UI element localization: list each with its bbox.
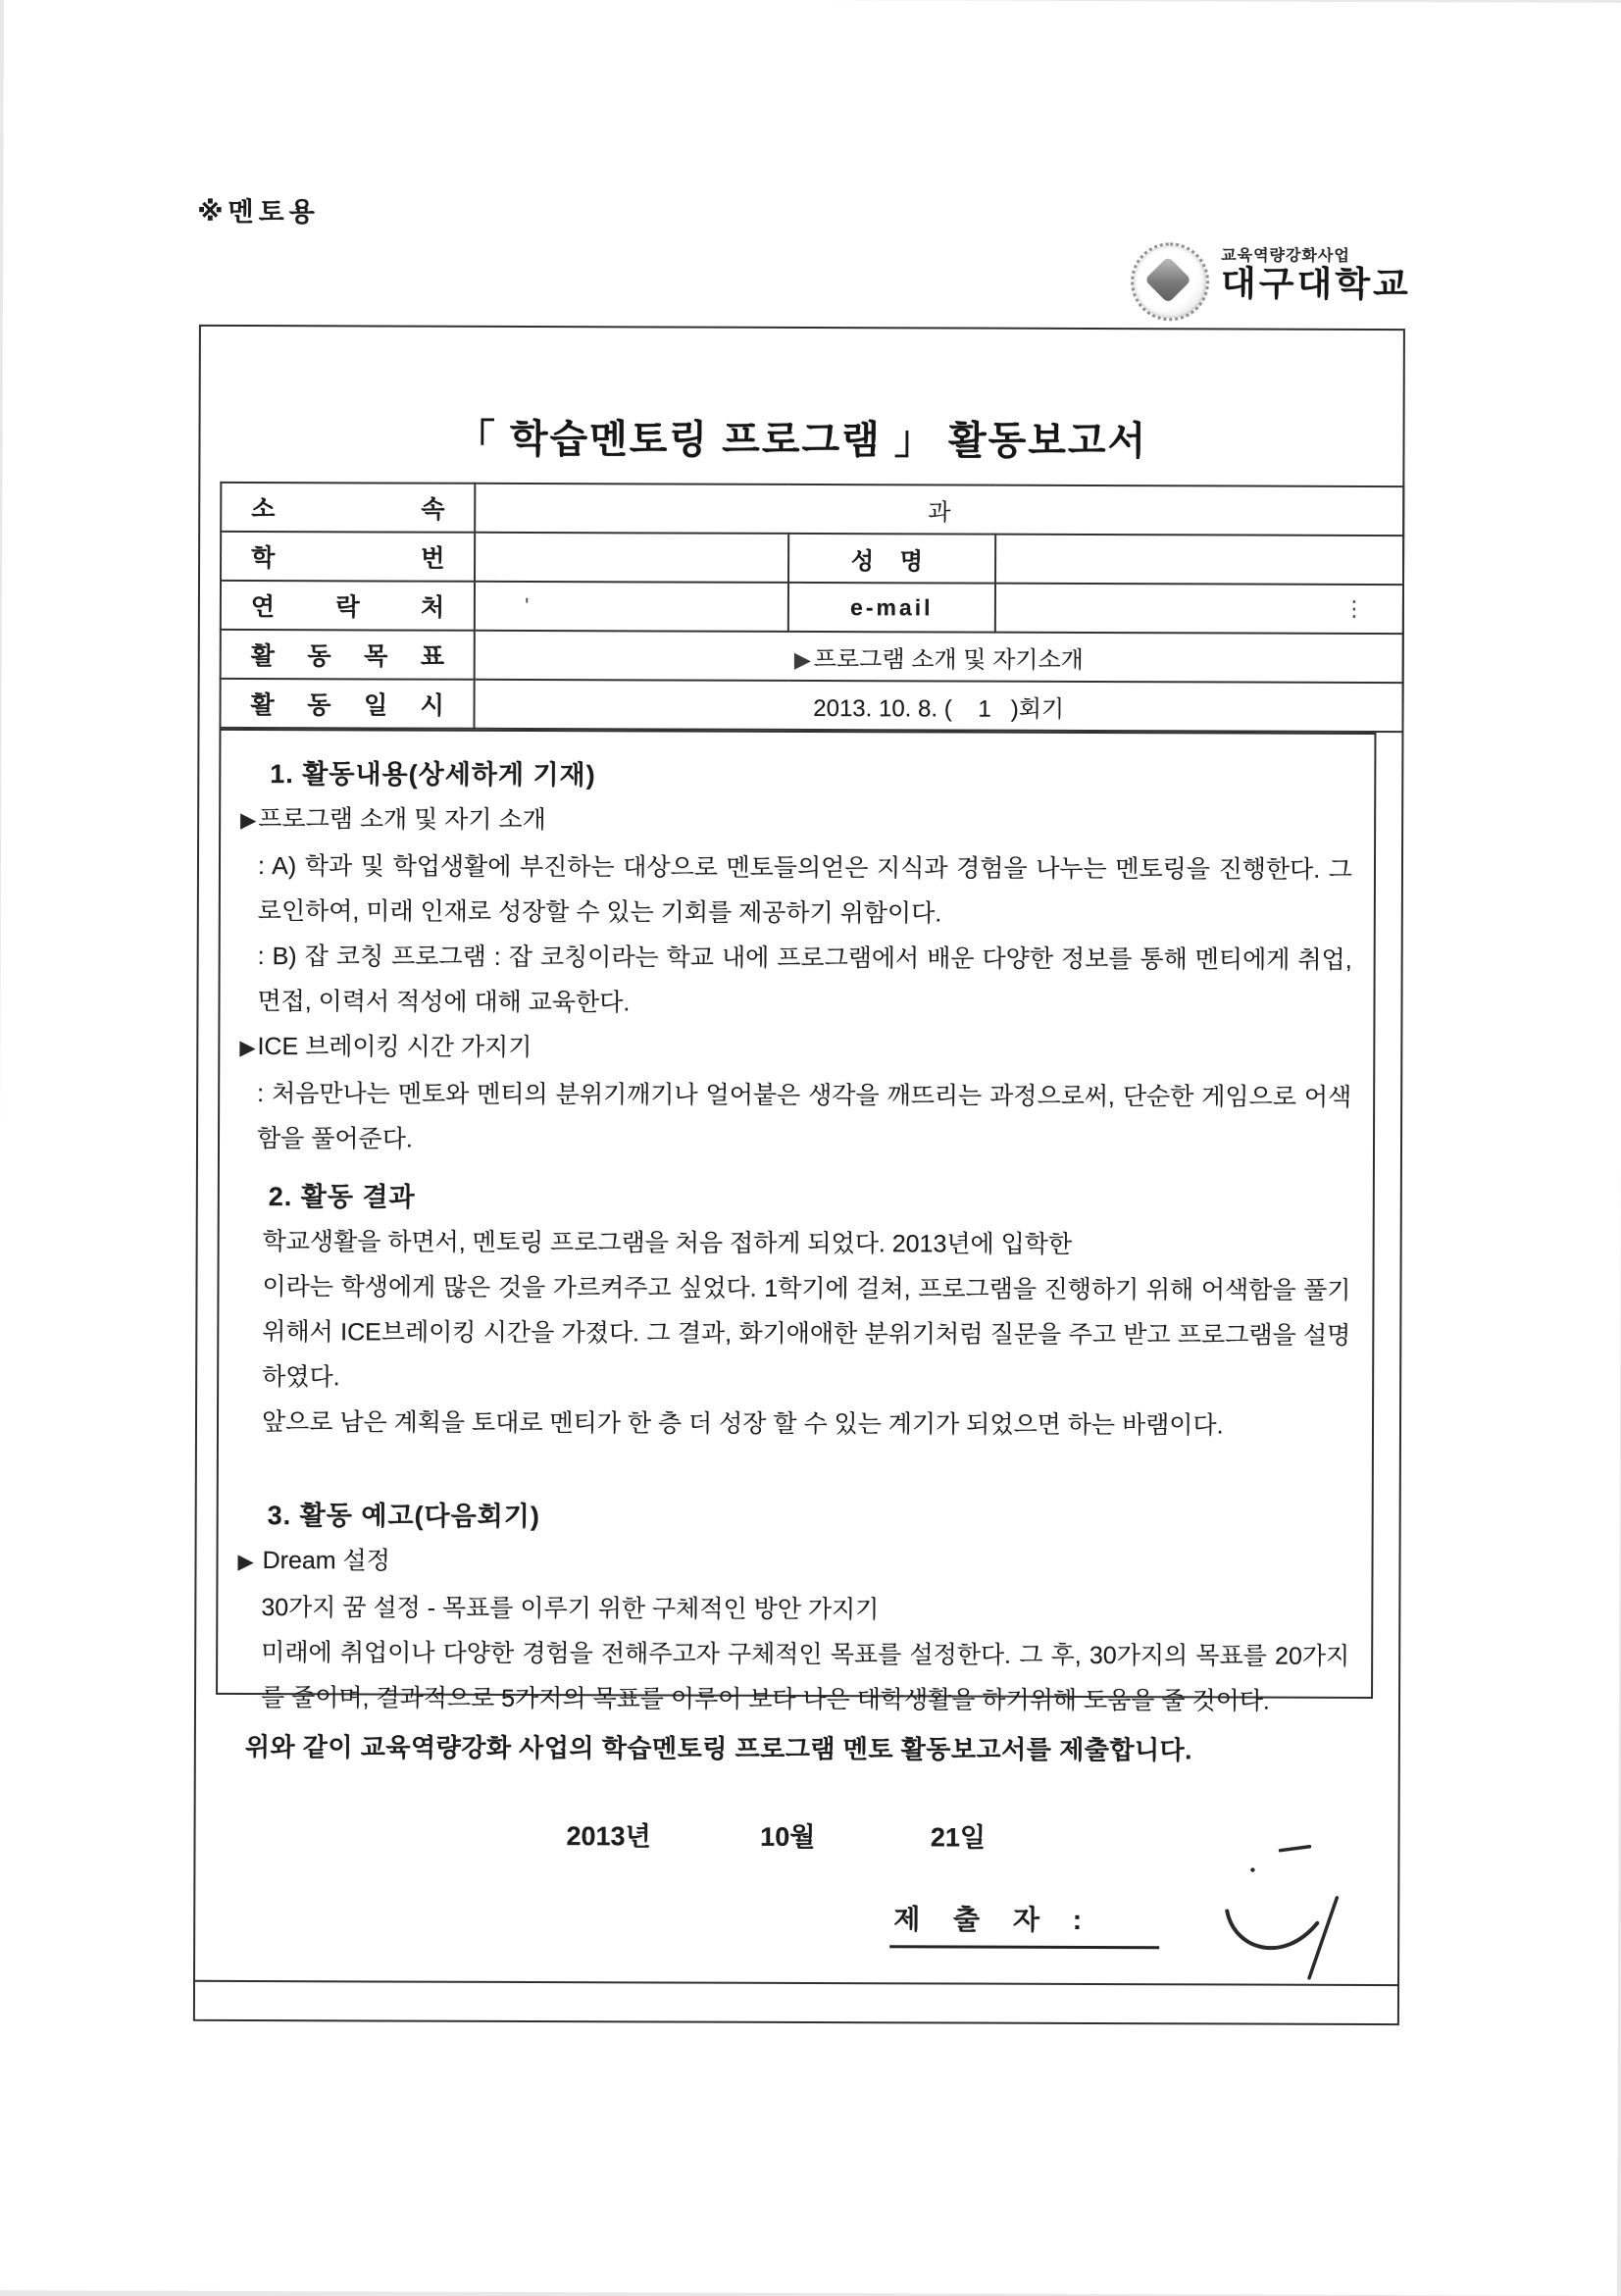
student-id-label: 학 번 xyxy=(221,532,475,582)
activity-content-box xyxy=(216,729,1376,1715)
section-2-line: 앞으로 남은 계획을 토대로 멘티가 한 층 더 성장 할 수 있는 계기가 되었으면 하는 바램이다. xyxy=(261,1408,1224,1440)
section-2-line: 학교생활을 하면서, 멘토링 프로그램을 처음 접하게 되었다. 2013년에 입학한 xyxy=(262,1228,1073,1258)
triangle-bullet-icon: ▶ xyxy=(237,1550,254,1574)
date-month: 10월 xyxy=(760,1821,816,1853)
triangle-bullet-icon: ▶ xyxy=(240,808,257,833)
contact-value: ʹ xyxy=(475,582,788,632)
affiliation-label: 소 속 xyxy=(221,483,475,533)
triangle-bullet-icon: ▶ xyxy=(239,1036,256,1060)
row-affiliation xyxy=(221,483,1403,536)
section-3-heading: 3. 활동 예고(다음회기) xyxy=(267,1501,540,1532)
university-name: 대구대학교 xyxy=(1221,264,1411,304)
row-activity-date xyxy=(220,679,1402,732)
section-3-line: 미래에 취업이나 다양한 경험을 전해주고자 구체적인 목표를 설정한다. 그 후, 30가지의 목표를 20가지를 줄이며, 결과적으로 5가지의 목표를 이루어 보다 나은 대학생활을 하기위해 도움을 줄 것이다. xyxy=(260,1639,1350,1715)
name-value xyxy=(995,535,1403,585)
goal-value xyxy=(475,631,1403,683)
student-id-value xyxy=(475,533,788,583)
line-text: 프로그램 소개 및 자기 소개 xyxy=(258,805,546,835)
section-1-line: : 처음만나는 멘토와 멘티의 분위기깨기나 얼어붙은 생각을 깨뜨리는 과정으로써, 단순한 게임으로 어색함을 풀어준다. xyxy=(256,1080,1352,1153)
submitter-label: 제 출 자 : xyxy=(889,1898,1159,1949)
name-label: 성 명 xyxy=(788,534,995,584)
contact-label: 연 락 처 xyxy=(221,581,475,631)
triangle-bullet-icon: ▶ xyxy=(793,646,811,672)
date-year: 2013년 xyxy=(566,1821,651,1852)
affiliation-value: 과 xyxy=(475,484,1403,536)
email-value: ⋮ xyxy=(995,584,1403,634)
section-1-line: : A) 학과 및 학업생활에 부진하는 대상으로 멘토들의얻은 지식과 경험을 나누는 멘토링을 진행한다. 그로인하여, 미래 인재로 성장할 수 있는 기회를 제공하기 위함이다. xyxy=(257,852,1353,928)
program-name: 교육역량강화사업 xyxy=(1221,247,1350,265)
university-emblem-icon xyxy=(1131,242,1209,321)
section-1-heading: 1. 활동내용(상세하게 기재) xyxy=(270,759,596,791)
row-contact-email xyxy=(221,581,1403,634)
university-logo xyxy=(1131,242,1411,322)
goal-label: 활 동 목 표 xyxy=(221,630,475,680)
form-title: 「 학습멘토링 프로그램 」 활동보고서 xyxy=(455,417,1148,464)
info-table xyxy=(219,482,1404,733)
goal-text: 프로그램 소개 및 자기소개 xyxy=(813,645,1084,674)
line-text: ICE 브레이킹 시간 가지기 xyxy=(257,1033,532,1062)
date-value: 2013. 10. 8. ( 1 )회기 xyxy=(475,680,1403,732)
section-1-line xyxy=(235,1024,1351,1075)
row-activity-goal xyxy=(221,630,1403,683)
section-2-heading: 2. 활동 결과 xyxy=(268,1182,416,1212)
date-label: 활 동 일 시 xyxy=(220,679,474,729)
submission-date xyxy=(566,1814,986,1854)
logo-text xyxy=(1221,242,1411,305)
handwritten-signature-mark xyxy=(1215,1840,1373,1988)
submission-statement: 위와 같이 교육역량강화 사업의 학습멘토링 프로그램 멘토 활동보고서를 제출합니다. xyxy=(244,1731,1192,1765)
line-text: Dream 설정 xyxy=(262,1547,390,1575)
email-label: e-mail xyxy=(788,583,995,633)
section-3-line xyxy=(233,1538,1349,1589)
section-1-line xyxy=(236,796,1352,847)
row-student-id-name xyxy=(221,532,1403,585)
date-day: 21일 xyxy=(930,1822,987,1853)
form-frame xyxy=(193,325,1405,2025)
section-1-line: : B) 잡 코칭 프로그램 : 잡 코칭이라는 학교 내에 프로그램에서 배운 다양한 정보를 통해 멘티에게 취업, 면접, 이력서 적성에 대해 교육한다. xyxy=(257,943,1352,1017)
section-2-line: 이라는 학생에게 많은 것을 가르켜주고 싶었다. 1학기에 걸쳐, 프로그램을 진행하기 위해 어색함을 풀기위해서 ICE브레이킹 시간을 가졌다. 그 결과, 화기애애한 분위기처럼 질문을 주고 받고 프로그램을 설명하였다. xyxy=(262,1273,1351,1392)
emblem-gem-shape xyxy=(1144,256,1191,303)
mentor-copy-note: ※멘토용 xyxy=(197,196,320,228)
section-3-line: 30가지 꿈 설정 - 목표를 이루기 위한 구체적인 방안 가지기 xyxy=(261,1594,880,1624)
